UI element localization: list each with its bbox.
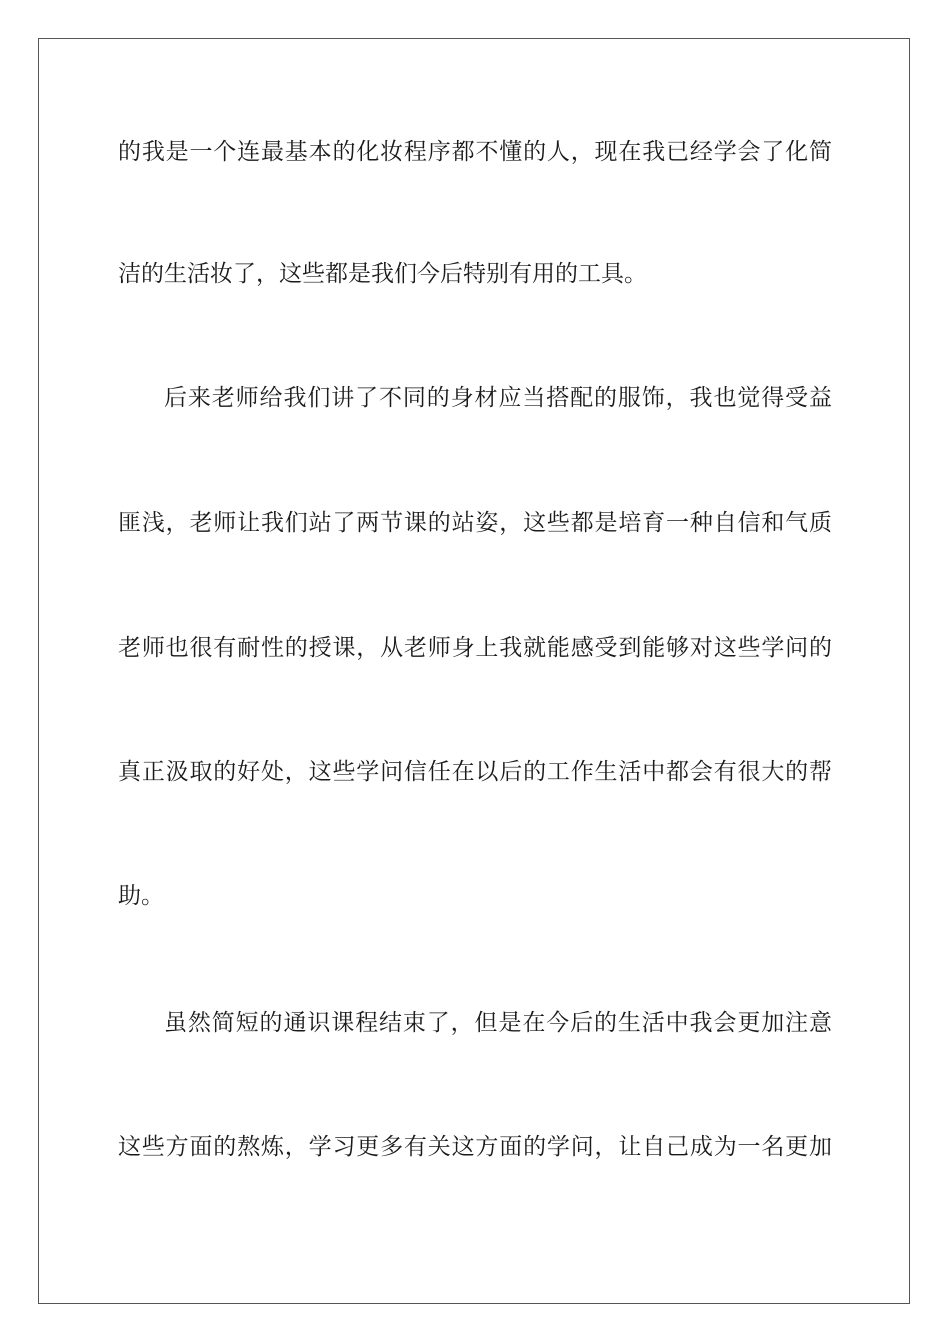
text-line-3: 后来老师给我们讲了不同的身材应当搭配的服饰，我也觉得受益 [164,385,832,411]
text-line-6: 真正汲取的好处，这些学问信任在以后的工作生活中都会有很大的帮 [118,759,832,785]
text-line-8: 虽然简短的通识课程结束了，但是在今后的生活中我会更加注意 [164,1010,832,1036]
text-line-7: 助。 [118,883,164,909]
text-line-4: 匪浅，老师让我们站了两节课的站姿，这些都是培育一种自信和气质 [118,510,832,536]
text-line-9: 这些方面的熬炼，学习更多有关这方面的学问，让自己成为一名更加 [118,1134,832,1160]
text-line-2: 洁的生活妆了，这些都是我们今后特别有用的工具。 [118,261,647,287]
text-line-5: 老师也很有耐性的授课，从老师身上我就能感受到能够对这些学问的 [118,635,832,661]
page-border [38,38,910,1304]
text-line-1: 的我是一个连最基本的化妆程序都不懂的人，现在我已经学会了化简 [118,139,832,165]
